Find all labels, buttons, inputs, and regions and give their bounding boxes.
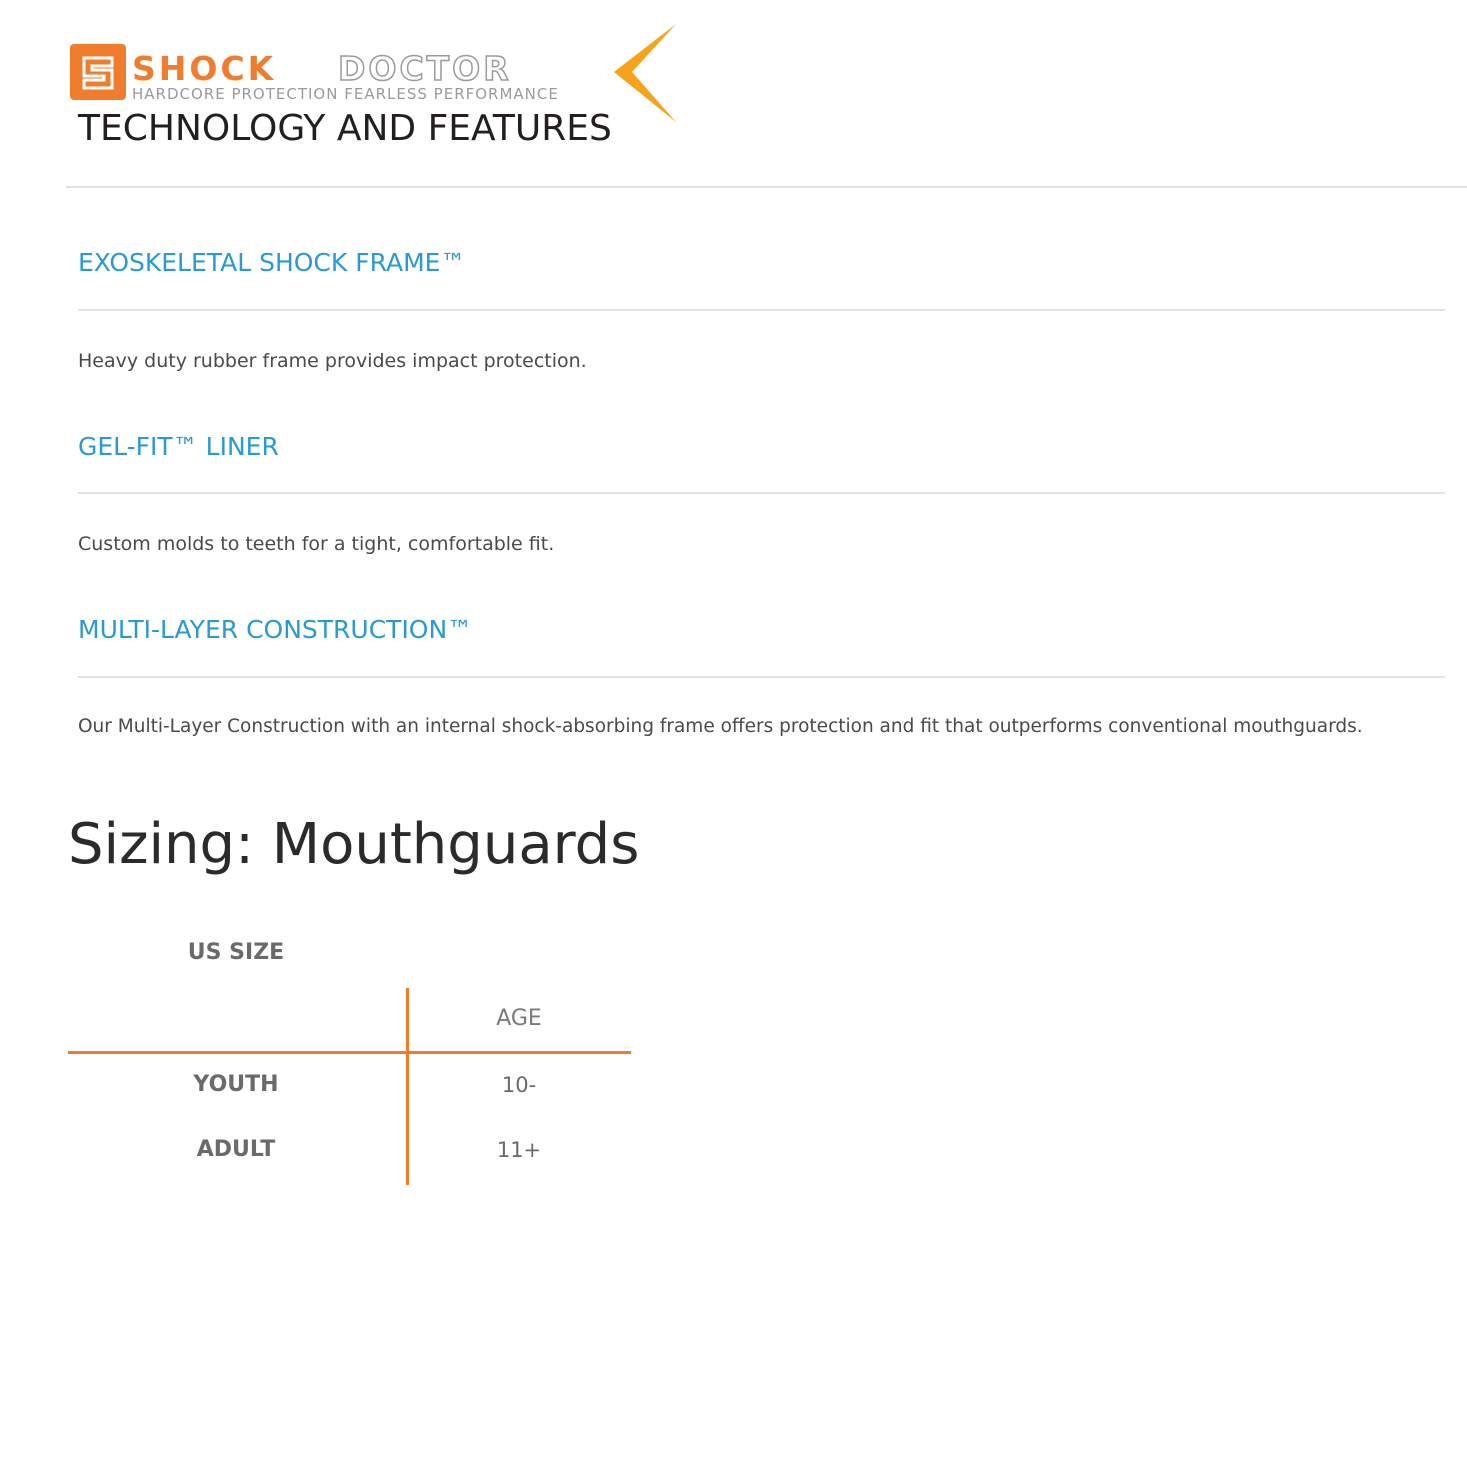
page-title: TECHNOLOGY AND FEATURES (78, 108, 612, 149)
feature-description-multi-layer: Our Multi-Layer Construction with an internal shock-absorbing frame offers protection and fit that outperforms conventional mouthguards. (78, 716, 1363, 737)
chevron-left-icon (612, 22, 678, 124)
feature-title-multi-layer: MULTI-LAYER CONSTRUCTION™ (78, 615, 473, 644)
sizing-title: Sizing: Mouthguards (68, 812, 640, 877)
size-row-label: YOUTH (193, 1072, 279, 1097)
size-row-age: 10- (501, 1073, 537, 1097)
divider (78, 492, 1445, 494)
divider (78, 309, 1445, 311)
logo-name-part1: SHOCK (132, 49, 277, 88)
size-row-age: 11+ (496, 1138, 542, 1162)
shock-doctor-logo (70, 44, 610, 104)
feature-description-gel-fit: Custom molds to teeth for a tight, comfortable fit. (78, 533, 555, 555)
divider (78, 676, 1445, 678)
logo-name-part2: DOCTOR (338, 49, 512, 88)
feature-title-gel-fit: GEL-FIT™ LINER (78, 432, 279, 461)
table-divider-horizontal (68, 1051, 631, 1054)
size-row-label: ADULT (196, 1137, 276, 1162)
brand-logo (70, 44, 610, 104)
us-size-header: US SIZE (187, 940, 285, 965)
feature-description-exoskeletal: Heavy duty rubber frame provides impact protection. (78, 350, 587, 372)
feature-title-exoskeletal: EXOSKELETAL SHOCK FRAME™ (78, 248, 466, 277)
divider (66, 186, 1467, 188)
age-header: AGE (496, 1006, 542, 1031)
logo-tagline: HARDCORE PROTECTION FEARLESS PERFORMANCE (132, 85, 559, 103)
logo-emblem-icon (70, 44, 126, 100)
